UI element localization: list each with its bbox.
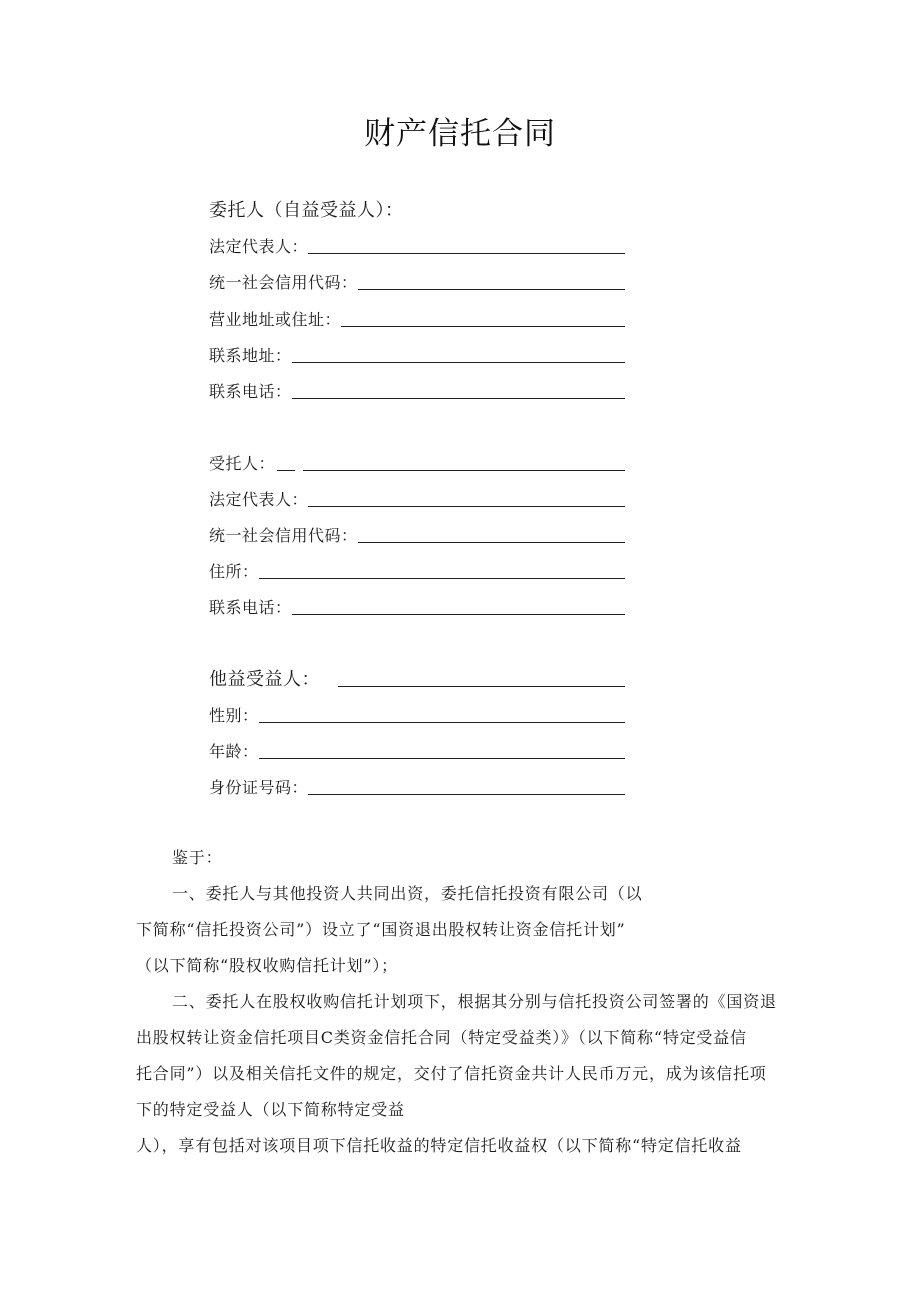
beneficiary-age-label: 年龄： — [209, 742, 259, 761]
recital-line-5: 出股权转让资金信托项目C类资金信托合同（特定受益类）》（以下简称“特定受益信 — [136, 1028, 747, 1047]
trustee-phone-blank[interactable] — [292, 598, 625, 615]
recital-line-6: 托合同”）以及相关信托文件的规定，交付了信托资金共计人民币万元，成为该信托项 — [136, 1064, 767, 1083]
beneficiary-name-blank[interactable] — [338, 670, 625, 687]
recital-line-7: 下的特定受益人（以下简称特定受益 — [136, 1100, 405, 1119]
recital-line-3: （以下简称“股权收购信托计划”）； — [136, 956, 398, 975]
trustor-business-address-blank[interactable] — [341, 310, 625, 327]
trustor-phone-label: 联系电话： — [209, 382, 292, 401]
trustee-credit-code-blank[interactable] — [358, 526, 625, 543]
trustor-credit-code-label: 统一社会信用代码： — [209, 273, 358, 292]
trustee-domicile-row — [209, 558, 625, 582]
beneficiary-gender-row — [209, 702, 625, 726]
beneficiary-heading-row — [209, 666, 625, 690]
trustor-phone-row — [209, 378, 625, 402]
trustor-business-address-row — [209, 306, 625, 330]
trustor-phone-blank[interactable] — [292, 382, 625, 399]
trustor-legal-rep-row — [209, 233, 625, 257]
trustor-legal-rep-label: 法定代表人： — [209, 237, 309, 256]
trustee-credit-code-label: 统一社会信用代码： — [209, 526, 358, 545]
beneficiary-id-label: 身份证号码： — [209, 778, 309, 797]
trustee-name-blank[interactable] — [303, 454, 625, 471]
trustor-contact-address-blank[interactable] — [292, 346, 625, 363]
trustor-contact-address-row — [209, 342, 625, 366]
recital-line-2: 下简称“信托投资公司”）设立了“国资退出股权转让资金信托计划” — [136, 920, 626, 939]
whereas-heading: 鉴于： — [172, 848, 223, 867]
trustee-legal-rep-blank[interactable] — [308, 490, 625, 507]
beneficiary-gender-blank[interactable] — [259, 706, 625, 723]
trustor-credit-code-blank[interactable] — [358, 273, 625, 290]
trustee-domicile-label: 住所： — [209, 562, 259, 581]
beneficiary-age-row — [209, 738, 625, 762]
trustee-credit-code-row — [209, 522, 625, 546]
trustee-name-short-blank[interactable] — [277, 454, 295, 471]
trustor-legal-rep-blank[interactable] — [308, 237, 625, 254]
trustor-contact-address-label: 联系地址： — [209, 346, 292, 365]
trustee-heading-row — [209, 450, 625, 474]
trustor-business-address-label: 营业地址或住址： — [209, 310, 342, 329]
beneficiary-age-blank[interactable] — [259, 742, 625, 759]
trustor-credit-code-row — [209, 269, 625, 293]
trustor-heading-row — [209, 197, 625, 221]
beneficiary-gender-label: 性别： — [209, 706, 259, 725]
recital-line-8: 人），享有包括对该项目项下信托收益的特定信托收益权（以下简称“特定信托收益 — [136, 1136, 742, 1155]
page-title: 财产信托合同 — [364, 116, 556, 152]
trustee-legal-rep-row — [209, 486, 625, 510]
beneficiary-id-blank[interactable] — [308, 778, 625, 795]
beneficiary-heading: 他益受益人： — [209, 669, 320, 690]
trustee-phone-row — [209, 594, 625, 618]
trustor-heading: 委托人（自益受益人）： — [209, 200, 404, 221]
beneficiary-id-row — [209, 774, 625, 798]
trustee-heading: 受托人： — [209, 454, 276, 473]
trustee-phone-label: 联系电话： — [209, 598, 292, 617]
trustee-domicile-blank[interactable] — [259, 562, 625, 579]
recital-line-1: 一、委托人与其他投资人共同出资，委托信托投资有限公司（以 — [172, 884, 643, 903]
trustee-legal-rep-label: 法定代表人： — [209, 490, 309, 509]
recital-line-4: 二、委托人在股权收购信托计划项下，根据其分别与信托投资公司签署的《国资退 — [172, 992, 777, 1011]
